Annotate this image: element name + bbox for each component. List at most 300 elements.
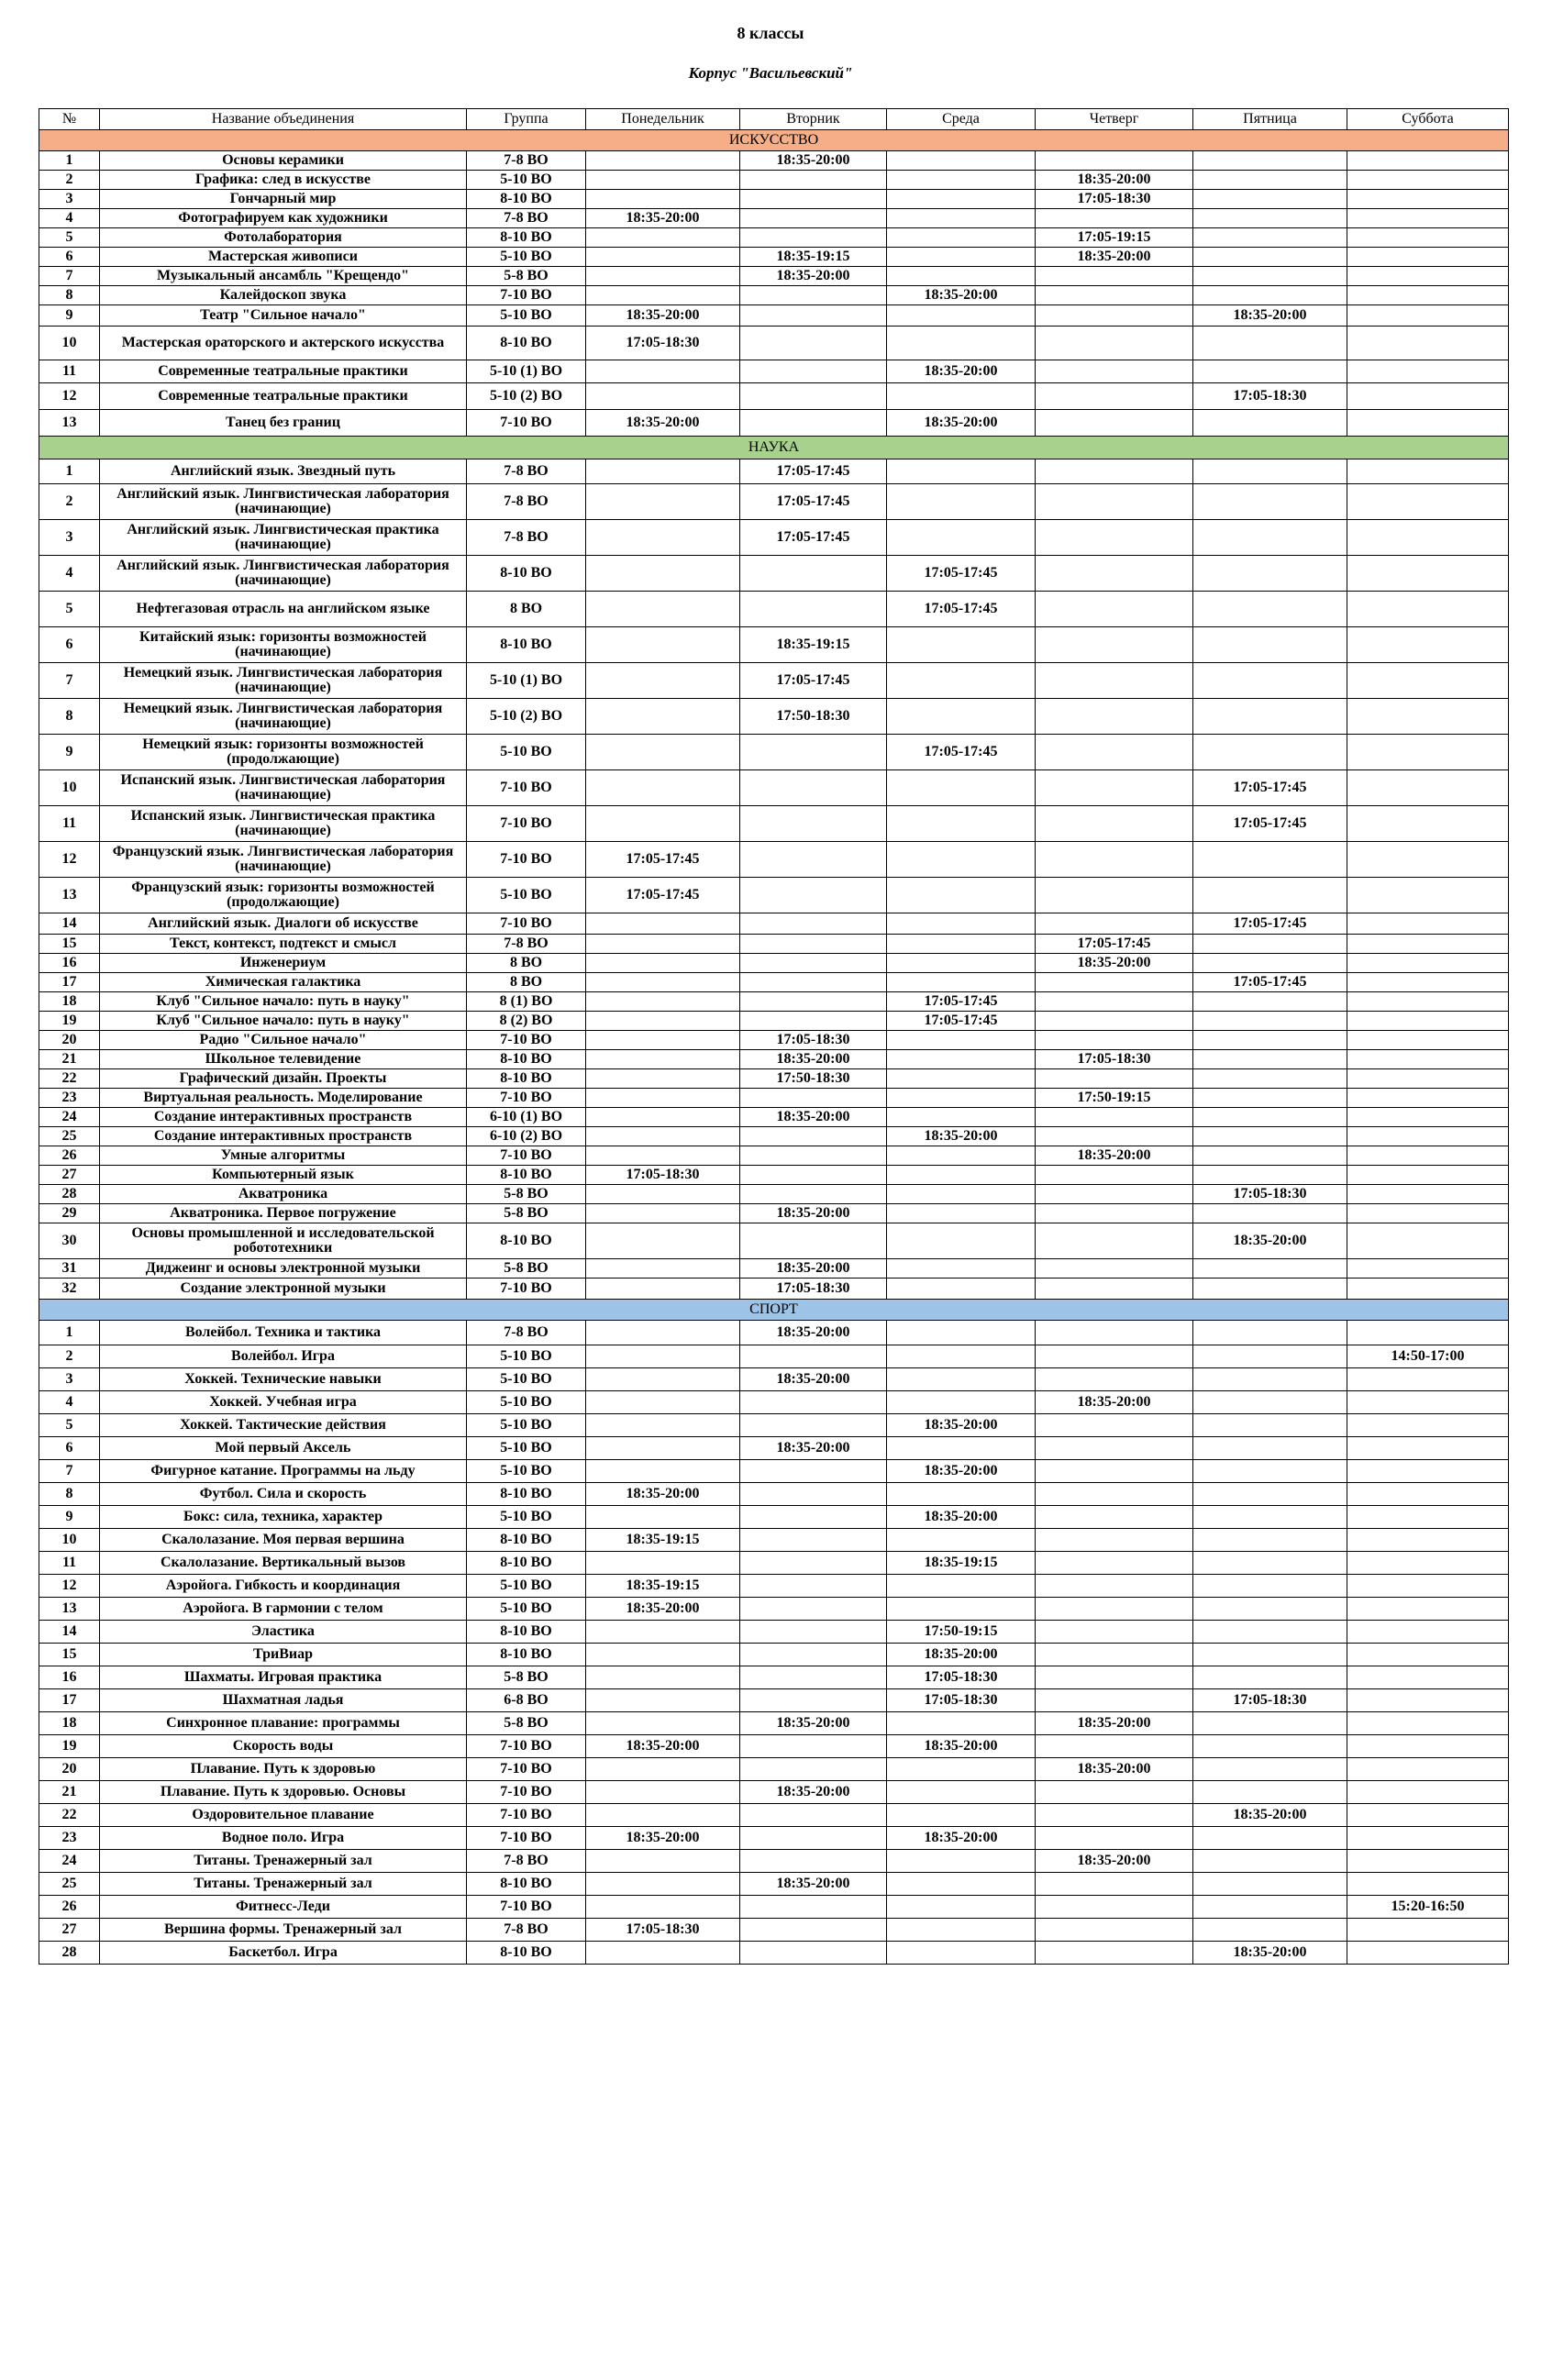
row-tuesday — [740, 1506, 887, 1529]
row-name: Театр "Сильное начало" — [100, 305, 467, 327]
row-monday — [586, 1460, 740, 1483]
row-number: 17 — [39, 1689, 100, 1712]
row-name: Аэройога. В гармонии с телом — [100, 1598, 467, 1621]
row-wednesday: 18:35-20:00 — [887, 1127, 1036, 1146]
row-tuesday — [740, 735, 887, 770]
row-monday — [586, 520, 740, 556]
row-group: 8-10 ВО — [467, 1223, 586, 1259]
row-number: 10 — [39, 1529, 100, 1552]
row-thursday — [1036, 1621, 1193, 1644]
row-tuesday: 18:35-20:00 — [740, 1781, 887, 1804]
row-number: 22 — [39, 1069, 100, 1089]
table-row — [39, 209, 1509, 228]
row-friday — [1193, 1259, 1347, 1279]
row-name: Графический дизайн. Проекты — [100, 1069, 467, 1089]
row-saturday — [1347, 484, 1509, 520]
row-thursday: 18:35-20:00 — [1036, 1712, 1193, 1735]
row-wednesday: 18:35-20:00 — [887, 410, 1036, 437]
row-thursday — [1036, 878, 1193, 913]
row-monday — [586, 1345, 740, 1368]
row-number: 27 — [39, 1166, 100, 1185]
row-thursday — [1036, 1781, 1193, 1804]
row-monday — [586, 770, 740, 806]
row-group: 8-10 ВО — [467, 1942, 586, 1965]
row-friday — [1193, 935, 1347, 954]
row-thursday — [1036, 1223, 1193, 1259]
row-thursday — [1036, 973, 1193, 992]
row-wednesday: 18:35-19:15 — [887, 1552, 1036, 1575]
row-saturday — [1347, 973, 1509, 992]
row-tuesday: 17:05-17:45 — [740, 484, 887, 520]
section-art-header — [39, 130, 1509, 151]
row-friday: 18:35-20:00 — [1193, 1804, 1347, 1827]
row-name: Плавание. Путь к здоровью. Основы — [100, 1781, 467, 1804]
row-name: Шахматная ладья — [100, 1689, 467, 1712]
row-saturday — [1347, 1942, 1509, 1965]
row-number: 1 — [39, 1321, 100, 1345]
section-title: СПОРТ — [39, 1300, 1509, 1321]
row-thursday — [1036, 1919, 1193, 1942]
row-wednesday — [887, 1279, 1036, 1300]
row-friday — [1193, 1896, 1347, 1919]
row-saturday — [1347, 1050, 1509, 1069]
row-tuesday — [740, 1460, 887, 1483]
row-friday — [1193, 992, 1347, 1012]
row-monday — [586, 1108, 740, 1127]
row-wednesday — [887, 1712, 1036, 1735]
row-wednesday — [887, 1781, 1036, 1804]
row-wednesday — [887, 1259, 1036, 1279]
row-thursday — [1036, 627, 1193, 663]
row-group: 5-10 ВО — [467, 1460, 586, 1483]
row-tuesday — [740, 992, 887, 1012]
row-number: 18 — [39, 992, 100, 1012]
row-tuesday: 17:05-17:45 — [740, 663, 887, 699]
row-friday — [1193, 1108, 1347, 1127]
row-name: Умные алгоритмы — [100, 1146, 467, 1166]
row-thursday — [1036, 1069, 1193, 1089]
row-name: Футбол. Сила и скорость — [100, 1483, 467, 1506]
row-tuesday — [740, 913, 887, 935]
row-name: Английский язык. Лингвистическая лаборатория (начинающие) — [100, 556, 467, 592]
row-thursday — [1036, 484, 1193, 520]
row-thursday: 17:50-19:15 — [1036, 1089, 1193, 1108]
row-group: 7-10 ВО — [467, 806, 586, 842]
row-saturday — [1347, 1506, 1509, 1529]
row-number: 14 — [39, 1621, 100, 1644]
table-row — [39, 1712, 1509, 1735]
row-tuesday — [740, 1942, 887, 1965]
row-saturday — [1347, 935, 1509, 954]
row-saturday — [1347, 954, 1509, 973]
row-tuesday — [740, 1529, 887, 1552]
row-friday — [1193, 954, 1347, 973]
table-row — [39, 1166, 1509, 1185]
row-monday — [586, 735, 740, 770]
table-row — [39, 806, 1509, 842]
row-group: 5-10 ВО — [467, 1598, 586, 1621]
row-thursday — [1036, 842, 1193, 878]
row-tuesday: 18:35-19:15 — [740, 248, 887, 267]
row-monday: 18:35-20:00 — [586, 1483, 740, 1506]
table-row — [39, 151, 1509, 171]
row-monday — [586, 190, 740, 209]
row-thursday — [1036, 556, 1193, 592]
row-wednesday: 17:05-17:45 — [887, 1012, 1036, 1031]
row-name: Синхронное плавание: программы — [100, 1712, 467, 1735]
row-saturday — [1347, 360, 1509, 383]
row-group: 7-8 ВО — [467, 484, 586, 520]
row-wednesday — [887, 627, 1036, 663]
row-number: 8 — [39, 1483, 100, 1506]
row-saturday — [1347, 1012, 1509, 1031]
row-friday — [1193, 410, 1347, 437]
row-group: 8 ВО — [467, 973, 586, 992]
row-group: 6-10 (1) ВО — [467, 1108, 586, 1127]
row-friday — [1193, 1279, 1347, 1300]
row-number: 4 — [39, 209, 100, 228]
row-tuesday: 18:35-20:00 — [740, 1204, 887, 1223]
table-row — [39, 1896, 1509, 1919]
section-sport-header — [39, 1300, 1509, 1321]
row-saturday — [1347, 1460, 1509, 1483]
table-row — [39, 360, 1509, 383]
row-group: 7-10 ВО — [467, 1781, 586, 1804]
row-thursday — [1036, 1185, 1193, 1204]
row-tuesday — [740, 770, 887, 806]
row-number: 23 — [39, 1089, 100, 1108]
row-tuesday: 18:35-20:00 — [740, 1259, 887, 1279]
row-tuesday — [740, 1552, 887, 1575]
row-group: 5-10 ВО — [467, 305, 586, 327]
row-thursday — [1036, 410, 1193, 437]
row-tuesday — [740, 1644, 887, 1666]
row-monday — [586, 1321, 740, 1345]
row-thursday — [1036, 209, 1193, 228]
row-thursday — [1036, 1827, 1193, 1850]
row-name: Водное поло. Игра — [100, 1827, 467, 1850]
row-monday — [586, 151, 740, 171]
row-thursday — [1036, 1279, 1193, 1300]
row-wednesday — [887, 1437, 1036, 1460]
row-saturday — [1347, 842, 1509, 878]
row-tuesday — [740, 878, 887, 913]
row-group: 5-10 (1) ВО — [467, 663, 586, 699]
table-row — [39, 190, 1509, 209]
row-tuesday — [740, 383, 887, 410]
row-tuesday — [740, 1146, 887, 1166]
row-friday — [1193, 1575, 1347, 1598]
row-friday — [1193, 267, 1347, 286]
row-wednesday — [887, 1758, 1036, 1781]
row-friday — [1193, 1758, 1347, 1781]
row-thursday: 18:35-20:00 — [1036, 1146, 1193, 1166]
table-row — [39, 878, 1509, 913]
row-monday: 17:05-17:45 — [586, 842, 740, 878]
row-saturday — [1347, 1279, 1509, 1300]
row-wednesday — [887, 1896, 1036, 1919]
table-row — [39, 627, 1509, 663]
row-thursday — [1036, 1368, 1193, 1391]
row-monday — [586, 228, 740, 248]
row-group: 5-10 ВО — [467, 1391, 586, 1414]
row-thursday — [1036, 1437, 1193, 1460]
row-thursday — [1036, 1108, 1193, 1127]
row-friday — [1193, 484, 1347, 520]
row-number: 26 — [39, 1146, 100, 1166]
row-friday — [1193, 209, 1347, 228]
row-monday — [586, 360, 740, 383]
row-saturday — [1347, 1146, 1509, 1166]
row-saturday — [1347, 171, 1509, 190]
row-tuesday: 18:35-20:00 — [740, 267, 887, 286]
row-thursday — [1036, 1483, 1193, 1506]
row-tuesday — [740, 1758, 887, 1781]
row-name: Клуб "Сильное начало: путь в науку" — [100, 992, 467, 1012]
row-group: 5-10 ВО — [467, 878, 586, 913]
row-thursday: 18:35-20:00 — [1036, 954, 1193, 973]
table-row — [39, 913, 1509, 935]
row-thursday — [1036, 992, 1193, 1012]
row-friday — [1193, 1666, 1347, 1689]
row-number: 3 — [39, 1368, 100, 1391]
row-tuesday: 18:35-20:00 — [740, 1368, 887, 1391]
row-name: Графика: след в искусстве — [100, 171, 467, 190]
row-monday — [586, 1089, 740, 1108]
header-cell-saturday: Суббота — [1347, 109, 1509, 130]
row-thursday: 18:35-20:00 — [1036, 1758, 1193, 1781]
row-friday — [1193, 228, 1347, 248]
row-number: 1 — [39, 151, 100, 171]
row-group: 5-10 ВО — [467, 248, 586, 267]
row-saturday — [1347, 383, 1509, 410]
row-monday — [586, 1689, 740, 1712]
row-name: Мастерская живописи — [100, 248, 467, 267]
row-friday — [1193, 699, 1347, 735]
row-wednesday: 17:05-17:45 — [887, 992, 1036, 1012]
row-group: 7-10 ВО — [467, 1758, 586, 1781]
table-row — [39, 383, 1509, 410]
row-thursday — [1036, 735, 1193, 770]
table-row — [39, 1012, 1509, 1031]
row-friday — [1193, 592, 1347, 627]
row-monday — [586, 459, 740, 484]
row-tuesday — [740, 1345, 887, 1368]
row-wednesday — [887, 954, 1036, 973]
row-tuesday — [740, 806, 887, 842]
row-saturday — [1347, 286, 1509, 305]
row-number: 6 — [39, 627, 100, 663]
row-thursday — [1036, 1460, 1193, 1483]
row-wednesday — [887, 806, 1036, 842]
row-name: Химическая галактика — [100, 973, 467, 992]
row-name: Эластика — [100, 1621, 467, 1644]
row-name: Мой первый Аксель — [100, 1437, 467, 1460]
row-thursday: 18:35-20:00 — [1036, 1391, 1193, 1414]
table-row — [39, 459, 1509, 484]
row-saturday — [1347, 327, 1509, 360]
row-saturday — [1347, 1437, 1509, 1460]
table-row — [39, 1368, 1509, 1391]
row-friday — [1193, 1850, 1347, 1873]
row-saturday: 14:50-17:00 — [1347, 1345, 1509, 1368]
row-saturday — [1347, 1223, 1509, 1259]
row-saturday — [1347, 913, 1509, 935]
table-row — [39, 327, 1509, 360]
row-name: Фитнесс-Леди — [100, 1896, 467, 1919]
row-number: 14 — [39, 913, 100, 935]
row-monday — [586, 1758, 740, 1781]
row-name: Скорость воды — [100, 1735, 467, 1758]
row-wednesday — [887, 1345, 1036, 1368]
row-thursday — [1036, 1127, 1193, 1146]
row-group: 5-10 (2) ВО — [467, 699, 586, 735]
row-number: 16 — [39, 1666, 100, 1689]
row-thursday — [1036, 1644, 1193, 1666]
row-monday — [586, 806, 740, 842]
row-group: 8-10 ВО — [467, 1529, 586, 1552]
row-name: Современные театральные практики — [100, 383, 467, 410]
row-wednesday — [887, 267, 1036, 286]
row-name: Виртуальная реальность. Моделирование — [100, 1089, 467, 1108]
row-tuesday — [740, 1185, 887, 1204]
table-row — [39, 1666, 1509, 1689]
row-name: Текст, контекст, подтекст и смысл — [100, 935, 467, 954]
row-monday — [586, 1279, 740, 1300]
table-row — [39, 1506, 1509, 1529]
row-number: 26 — [39, 1896, 100, 1919]
row-thursday — [1036, 383, 1193, 410]
row-name: Создание электронной музыки — [100, 1279, 467, 1300]
row-friday: 17:05-17:45 — [1193, 913, 1347, 935]
row-name: Современные театральные практики — [100, 360, 467, 383]
row-wednesday: 17:50-19:15 — [887, 1621, 1036, 1644]
row-thursday: 17:05-17:45 — [1036, 935, 1193, 954]
row-name: Баскетбол. Игра — [100, 1942, 467, 1965]
table-row — [39, 663, 1509, 699]
row-thursday — [1036, 1012, 1193, 1031]
table-row — [39, 1185, 1509, 1204]
row-name: Танец без границ — [100, 410, 467, 437]
row-monday — [586, 1069, 740, 1089]
row-name: Нефтегазовая отрасль на английском языке — [100, 592, 467, 627]
row-tuesday — [740, 1621, 887, 1644]
row-name: Мастерская ораторского и актерского искусства — [100, 327, 467, 360]
row-wednesday: 18:35-20:00 — [887, 1644, 1036, 1666]
row-tuesday — [740, 1166, 887, 1185]
row-wednesday — [887, 171, 1036, 190]
row-group: 5-10 ВО — [467, 1414, 586, 1437]
row-monday: 17:05-18:30 — [586, 1166, 740, 1185]
row-thursday — [1036, 1506, 1193, 1529]
table-row — [39, 592, 1509, 627]
row-monday — [586, 1368, 740, 1391]
row-name: Французский язык: горизонты возможностей (продолжающие) — [100, 878, 467, 913]
row-group: 7-10 ВО — [467, 770, 586, 806]
row-name: Английский язык. Лингвистическая практика (начинающие) — [100, 520, 467, 556]
row-tuesday — [740, 1735, 887, 1758]
row-saturday — [1347, 1391, 1509, 1414]
row-name: Титаны. Тренажерный зал — [100, 1873, 467, 1896]
row-friday — [1193, 1873, 1347, 1896]
row-monday — [586, 1712, 740, 1735]
table-row — [39, 1735, 1509, 1758]
row-tuesday — [740, 327, 887, 360]
row-group: 8-10 ВО — [467, 1069, 586, 1089]
row-group: 7-8 ВО — [467, 1919, 586, 1942]
row-tuesday — [740, 556, 887, 592]
row-saturday — [1347, 1204, 1509, 1223]
row-group: 5-10 ВО — [467, 171, 586, 190]
row-wednesday — [887, 1575, 1036, 1598]
row-name: Аэройога. Гибкость и координация — [100, 1575, 467, 1598]
row-monday — [586, 1259, 740, 1279]
row-saturday — [1347, 627, 1509, 663]
row-monday — [586, 627, 740, 663]
row-group: 6-10 (2) ВО — [467, 1127, 586, 1146]
row-saturday — [1347, 806, 1509, 842]
table-row — [39, 1689, 1509, 1712]
row-monday — [586, 1506, 740, 1529]
row-number: 11 — [39, 1552, 100, 1575]
table-row — [39, 1644, 1509, 1666]
row-wednesday: 18:35-20:00 — [887, 1414, 1036, 1437]
row-number: 23 — [39, 1827, 100, 1850]
row-thursday — [1036, 1259, 1193, 1279]
row-monday — [586, 1552, 740, 1575]
row-group: 5-10 ВО — [467, 1368, 586, 1391]
table-row — [39, 1529, 1509, 1552]
header-cell-monday: Понедельник — [586, 109, 740, 130]
row-monday — [586, 248, 740, 267]
table-row — [39, 305, 1509, 327]
row-wednesday: 17:05-18:30 — [887, 1666, 1036, 1689]
row-tuesday — [740, 1575, 887, 1598]
row-tuesday — [740, 171, 887, 190]
row-number: 12 — [39, 1575, 100, 1598]
row-group: 7-10 ВО — [467, 913, 586, 935]
row-number: 17 — [39, 973, 100, 992]
row-monday — [586, 1414, 740, 1437]
row-friday — [1193, 1391, 1347, 1414]
row-monday — [586, 1942, 740, 1965]
row-thursday — [1036, 592, 1193, 627]
table-row — [39, 1414, 1509, 1437]
row-thursday: 17:05-18:30 — [1036, 190, 1193, 209]
row-wednesday — [887, 1223, 1036, 1259]
row-saturday — [1347, 151, 1509, 171]
table-row — [39, 248, 1509, 267]
row-thursday — [1036, 459, 1193, 484]
row-monday — [586, 954, 740, 973]
row-tuesday — [740, 1089, 887, 1108]
row-name: Бокс: сила, техника, характер — [100, 1506, 467, 1529]
table-row — [39, 954, 1509, 973]
header-cell-thursday: Четверг — [1036, 109, 1193, 130]
row-number: 32 — [39, 1279, 100, 1300]
table-row — [39, 1279, 1509, 1300]
row-number: 30 — [39, 1223, 100, 1259]
row-saturday — [1347, 1712, 1509, 1735]
row-thursday — [1036, 360, 1193, 383]
row-wednesday — [887, 1873, 1036, 1896]
row-number: 20 — [39, 1031, 100, 1050]
row-number: 21 — [39, 1050, 100, 1069]
row-monday — [586, 1644, 740, 1666]
row-monday: 18:35-20:00 — [586, 1827, 740, 1850]
row-friday — [1193, 1712, 1347, 1735]
row-wednesday — [887, 327, 1036, 360]
